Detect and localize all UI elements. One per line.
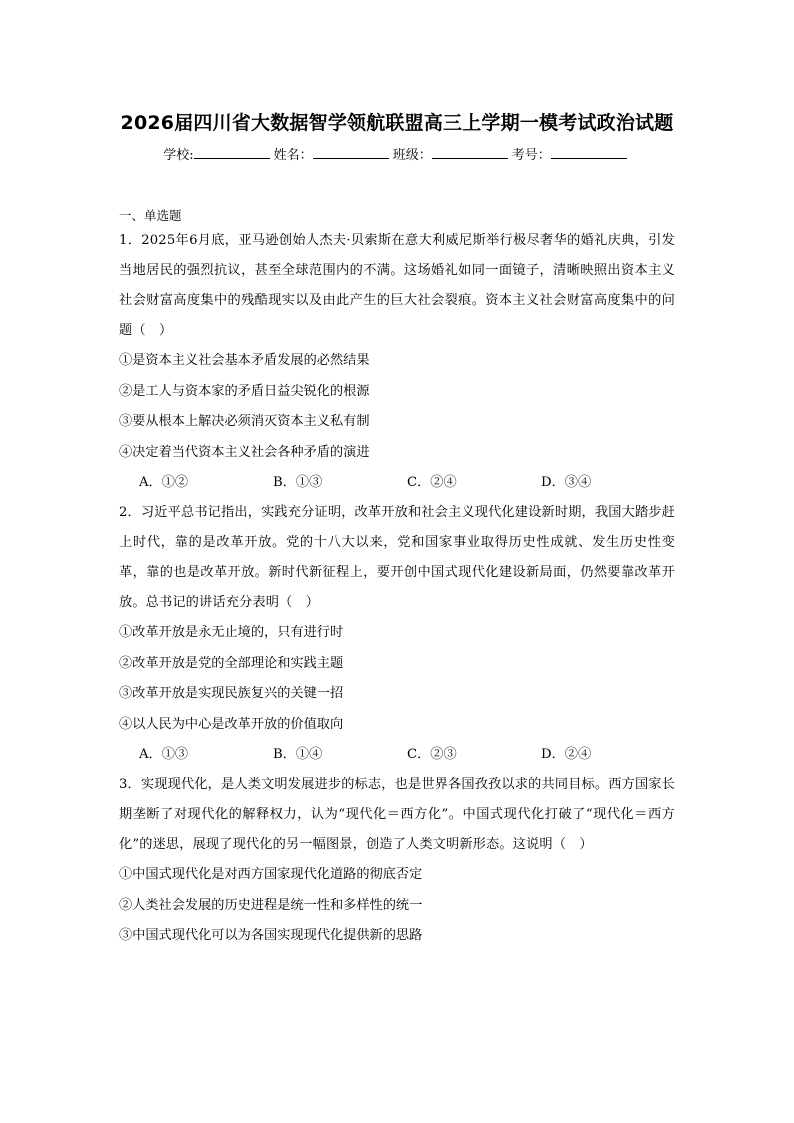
statement-option: ③要从根本上解决必须消灭资本主义私有制 <box>119 414 370 429</box>
statement-option: ①中国式现代化是对西方国家现代化道路的彻底否定 <box>119 867 423 882</box>
section-heading: 一、单选题 <box>119 208 182 223</box>
class-blank[interactable] <box>432 145 508 159</box>
choice-d[interactable]: D．②④ <box>541 747 592 762</box>
exam-number-blank[interactable] <box>551 145 627 159</box>
question-3 <box>119 770 675 952</box>
school-label: 学校: <box>163 148 194 163</box>
question-stem: 3．实现现代化，是人类文明发展进步的标志，也是世界各国孜孜以求的共同目标。西方国家长期垄断了对现代化的解释权力，认为“现代化＝西方化”。中国式现代化打破了“现代化＝西方化”的迷思，展现了现代化的另一幅图景，创造了人类文明新形态。这说明（ ） <box>119 777 675 852</box>
choice-b[interactable]: B．①④ <box>273 747 323 762</box>
class-label: 班级： <box>392 148 432 163</box>
name-blank[interactable] <box>313 145 389 159</box>
choice-b[interactable]: B．①③ <box>273 475 323 490</box>
statement-option: ④以人民为中心是改革开放的价值取向 <box>119 716 344 732</box>
school-blank[interactable] <box>194 145 270 159</box>
statement-option: ②是工人与资本家的矛盾日益尖锐化的根源 <box>119 383 370 399</box>
choice-a[interactable]: A．①② <box>139 475 189 490</box>
choice-c[interactable]: C．②③ <box>407 747 457 762</box>
question-stem: 1．2025年6月底，亚马逊创始人杰夫·贝索斯在意大利威尼斯举行极尽奢华的婚礼庆典，引发当地居民的强烈抗议，甚至全球范围内的不满。这场婚礼如同一面镜子，清晰映照出资本主义社会财富高度集中的残酷现实以及由此产生的巨大社会裂痕。资本主义社会财富高度集中的问题（ ） <box>119 233 675 338</box>
exam-number-label: 考号： <box>511 148 551 163</box>
statement-option: ④决定着当代资本主义社会各种矛盾的演进 <box>119 444 370 460</box>
choice-d[interactable]: D．③④ <box>541 475 592 490</box>
name-label: 姓名： <box>273 148 313 163</box>
question-1 <box>119 226 675 498</box>
answer-choices <box>119 740 675 770</box>
exam-title: 2026届四川省大数据智学领航联盟高三上学期一模考试政治试题 <box>120 112 674 134</box>
statement-option: ①改革开放是永无止境的，只有进行时 <box>119 625 344 640</box>
statement-option: ③改革开放是实现民族复兴的关键一招 <box>119 686 344 701</box>
question-stem: 2．习近平总书记指出，实践充分证明，改革开放和社会主义现代化建设新时期，我国大踏步赶上时代，靠的是改革开放。党的十八大以来，党和国家事业取得历史性成就、发生历史性变革，靠的也是改革开放。新时代新征程上，要开创中国式现代化建设新局面，仍然要靠改革开放。总书记的讲话充分表明（ ） <box>119 505 675 610</box>
answer-choices <box>119 468 675 498</box>
choice-a[interactable]: A．①③ <box>139 747 189 762</box>
statement-option: ②改革开放是党的全部理论和实践主题 <box>119 655 344 671</box>
question-2 <box>119 498 675 770</box>
student-info-row <box>119 145 675 166</box>
statement-option: ②人类社会发展的历史进程是统一性和多样性的统一 <box>119 897 423 913</box>
statement-option: ①是资本主义社会基本矛盾发展的必然结果 <box>119 353 370 368</box>
statement-option: ③中国式现代化可以为各国实现现代化提供新的思路 <box>119 928 423 943</box>
choice-c[interactable]: C．②④ <box>407 475 457 490</box>
